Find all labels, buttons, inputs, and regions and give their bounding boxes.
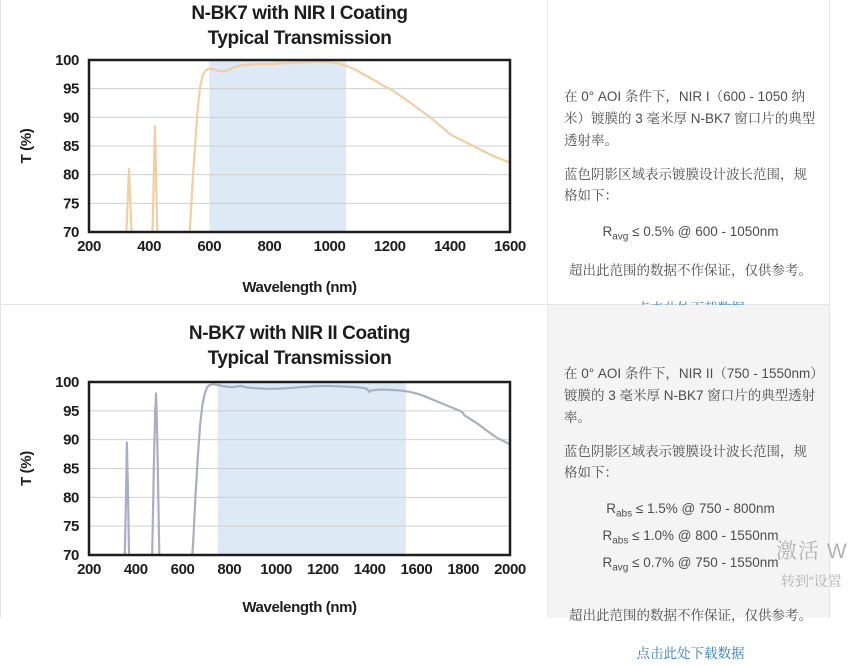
x-tick-label: 1000 <box>260 561 293 578</box>
y-axis-label: T (%) <box>18 451 35 486</box>
x-tick-label: 600 <box>170 561 195 578</box>
x-axis-label: Wavelength (nm) <box>242 599 357 616</box>
disclaimer-text: 超出此范围的数据不作保证，仅供参考。 <box>569 263 812 279</box>
spec-list <box>564 498 817 577</box>
y-tick-label: 90 <box>63 431 79 449</box>
x-tick-label: 1200 <box>306 561 339 578</box>
y-tick-label: 75 <box>63 195 79 213</box>
spec-line: $R_{abs} \le 1.5\%$ @ 750 - 800nm <box>606 501 775 520</box>
y-tick-label: 100 <box>55 374 79 391</box>
y-axis-label: T (%) <box>18 128 35 164</box>
y-tick-label: 85 <box>63 138 79 155</box>
x-tick-label: 800 <box>257 238 282 255</box>
x-axis-label: Wavelength (nm) <box>242 279 357 296</box>
x-tick-label: 600 <box>197 238 222 255</box>
spec-line: $R_{avg} \le 0.5\%$ @ 600 - 1050nm <box>602 224 779 243</box>
y-tick-label: 95 <box>63 402 79 420</box>
y-tick-label: 95 <box>63 80 79 98</box>
x-tick-label: 1400 <box>433 238 466 255</box>
section-nir1-coating <box>1 0 829 305</box>
nir2-transmission-chart <box>1 305 548 618</box>
disclaimer-text: 超出此范围的数据不作保证，仅供参考。 <box>569 607 812 623</box>
x-tick-label: 200 <box>77 238 101 255</box>
y-tick-label: 80 <box>63 166 79 184</box>
watermark-line1: 激活 W <box>776 540 848 563</box>
section-nir2-coating <box>1 305 848 661</box>
band-note-text: 蓝色阴影区域表示镀膜设计波长范围，规格如下： <box>564 443 807 481</box>
chart-subtitle: Typical Transmission <box>207 28 392 49</box>
nir1-transmission-chart <box>1 0 548 304</box>
y-tick-label: 75 <box>63 518 79 536</box>
chart-subtitle: Typical Transmission <box>207 348 392 369</box>
chart-pane-nir2 <box>1 305 548 618</box>
x-tick-label: 1400 <box>353 561 386 578</box>
spec-list <box>564 221 817 246</box>
x-tick-label: 400 <box>137 238 162 255</box>
x-tick-label: 1600 <box>494 238 526 255</box>
band-note-text: 蓝色阴影区域表示镀膜设计波长范围，规格如下： <box>564 166 807 204</box>
x-tick-label: 400 <box>123 561 148 578</box>
spec-line: $R_{abs} \le 1.0\%$ @ 800 - 1550nm <box>602 528 779 547</box>
description-text: 在 0° AOI 条件下，NIR I（600 - 1050 纳米）镀膜的 3 毫米厚 N-BK7 窗口片的典型透射率。 <box>564 89 816 148</box>
x-tick-label: 200 <box>77 561 101 578</box>
download-link-row <box>564 643 817 665</box>
chart-title: N-BK7 with NIR I Coating <box>191 3 408 24</box>
x-tick-label: 2000 <box>494 561 526 578</box>
description-text: 在 0° AOI 条件下，NIR II（750 - 1550nm）镀膜的 3 毫米厚 N-BK7 窗口片的典型透射率。 <box>564 366 817 425</box>
y-tick-label: 90 <box>63 109 79 127</box>
chart-pane-nir1 <box>1 0 548 304</box>
y-tick-label: 70 <box>63 224 79 241</box>
x-tick-label: 1000 <box>313 238 346 255</box>
info-pane-nir2 <box>548 305 829 661</box>
x-tick-label: 800 <box>217 561 242 578</box>
x-tick-label: 1800 <box>447 561 480 578</box>
y-tick-label: 80 <box>63 489 79 507</box>
y-tick-label: 85 <box>63 460 79 478</box>
watermark-line2: 转到“设置 <box>781 573 842 589</box>
info-pane-nir1 <box>548 0 829 304</box>
x-tick-label: 1200 <box>373 238 406 255</box>
y-tick-label: 100 <box>55 52 79 69</box>
x-tick-label: 1600 <box>400 561 433 578</box>
download-data-link[interactable]: 点击此处下载数据 <box>636 645 745 661</box>
chart-title: N-BK7 with NIR II Coating <box>188 323 411 344</box>
y-tick-label: 70 <box>63 547 79 564</box>
spec-line: $R_{avg} \le 0.7\%$ @ 750 - 1550nm <box>602 555 779 574</box>
